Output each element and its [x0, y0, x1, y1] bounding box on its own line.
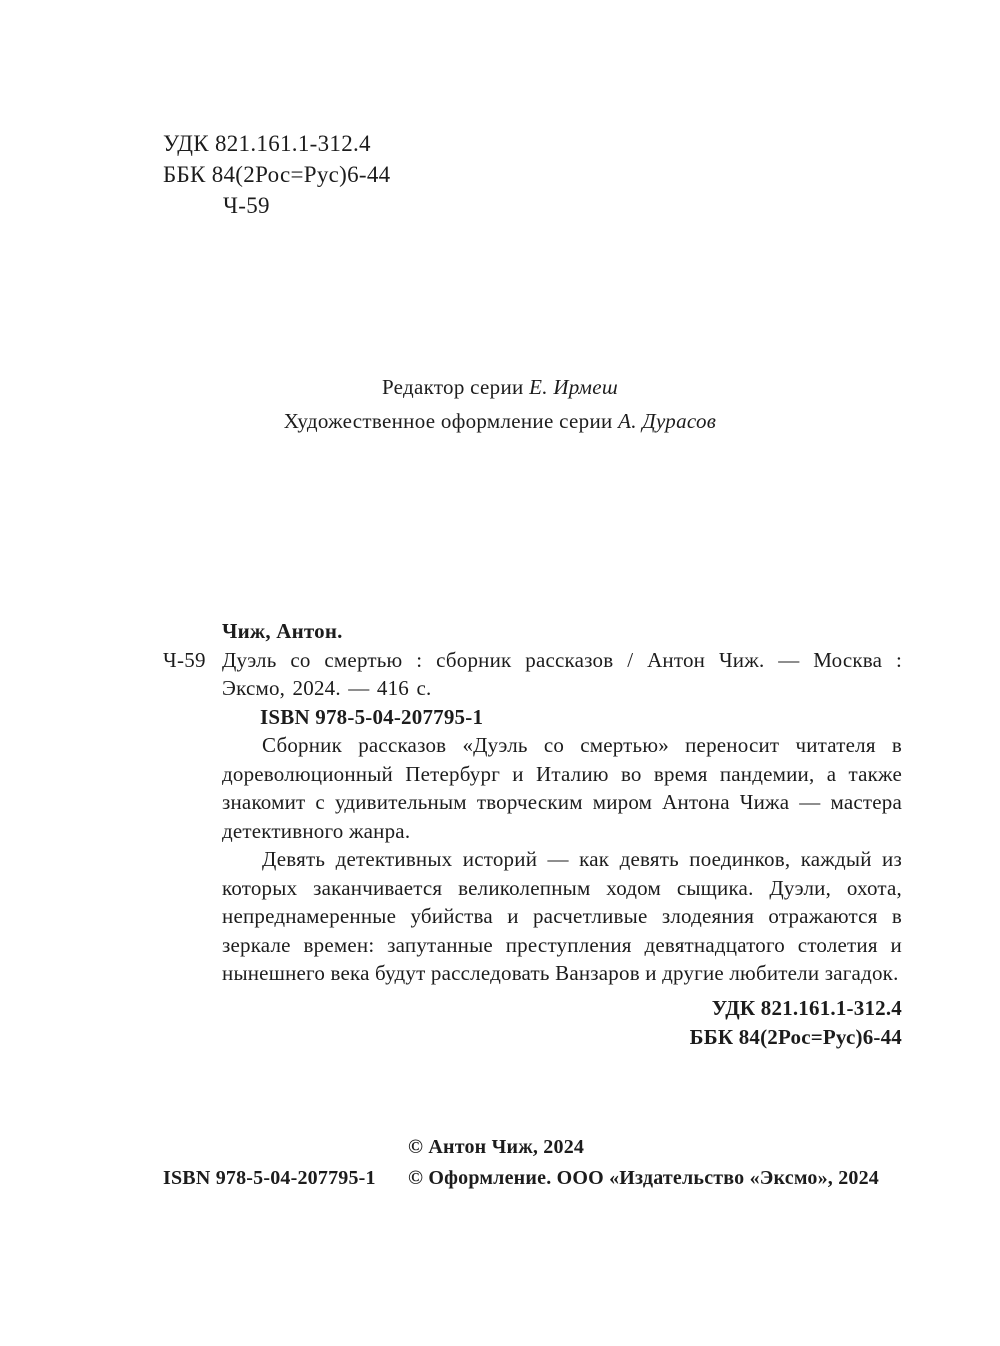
bbk-top-line: ББК 84(2Рос=Рус)6-44: [163, 162, 391, 187]
copyright-design-line: © Оформление. ООО «Издательство «Эксмо», 2024: [408, 1167, 879, 1189]
catalog-entry-text: Дуэль со смертью : сборник рассказов / Антон Чиж. — Москва : Эксмо, 2024. — 416 с.: [222, 647, 902, 700]
series-designer-line: [0, 404, 1000, 438]
catalog-card-block: [163, 617, 902, 1052]
catalog-isbn: ISBN 978-5-04-207795-1: [260, 704, 484, 729]
catalog-author: Чиж, Антон.: [222, 619, 343, 643]
catalog-author-code: Ч-59: [163, 647, 206, 672]
annotation-paragraph-1: Сборник рассказов «Дуэль со смертью» переносит читателя в дореволюционный Петербург и Италию во время пандемии, а также знакомит с удивительным творческим миром Антона Чижа — мастера детективного жанра.: [222, 733, 902, 843]
bottom-codes-block: [222, 994, 902, 1052]
series-editor-name: Е. Ирмеш: [529, 375, 619, 399]
copyright-isbn: ISBN 978-5-04-207795-1: [163, 1167, 376, 1189]
catalog-entry-row: [163, 646, 902, 703]
copyright-author-line: © Антон Чиж, 2024: [408, 1136, 585, 1158]
annotation-paragraph-2: Девять детективных историй — как девять поединков, каждый из которых заканчивается великолепным ходом сыщика. Дуэли, охота, непреднамеренные убийства и расчетливые злодеяния отражаются в зеркале времен: запутанные преступления девятнадцатого столетия и нынешнего века будут расследовать Ванзаров и другие любители загадок.: [222, 847, 902, 985]
bbk-bottom-line: ББК 84(2Рос=Рус)6-44: [689, 1024, 902, 1049]
copyright-left-spacer: [163, 1132, 408, 1163]
udk-top-line: УДК 821.161.1-312.4: [163, 131, 371, 156]
series-designer-label: Художественное оформление серии: [283, 409, 619, 433]
series-editors-block: [0, 370, 1000, 438]
copyright-block: [163, 1132, 900, 1194]
series-designer-name: А. Дурасов: [618, 409, 717, 433]
author-code-top: Ч-59: [223, 193, 270, 218]
copyright-isbn-row: [163, 1163, 900, 1194]
top-codes-block: [163, 128, 390, 221]
udk-bottom-line: УДК 821.161.1-312.4: [711, 995, 902, 1020]
series-editor-line: [0, 370, 1000, 404]
series-editor-label: Редактор серии: [381, 375, 530, 399]
copyright-author-row: [163, 1132, 900, 1163]
